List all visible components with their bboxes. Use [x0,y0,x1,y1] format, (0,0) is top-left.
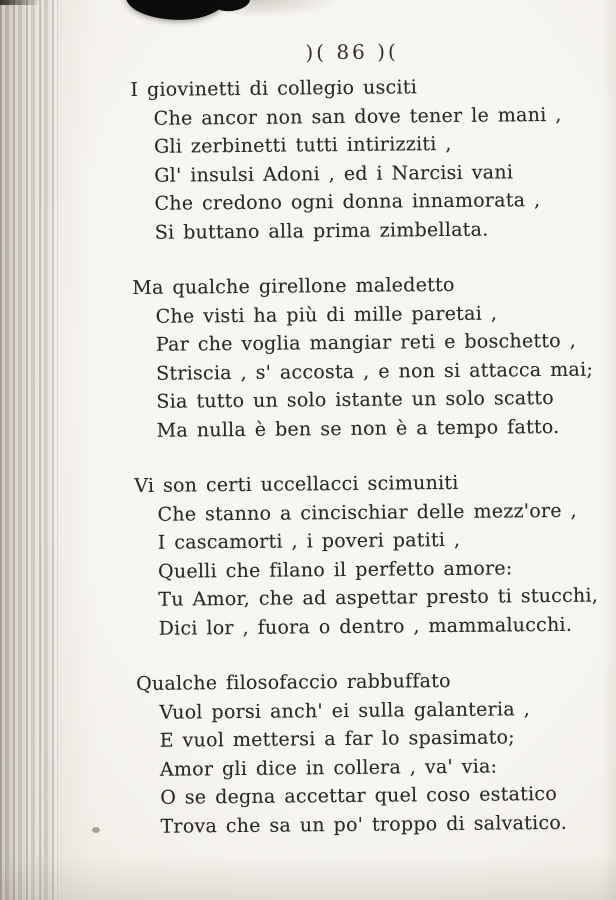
poem-line: Si buttano alla prima zimbellata. [154,218,489,244]
poem-line: Gl' insulsi Adoni , ed i Narcisi vani [154,160,514,187]
stanza-3 [134,468,599,643]
stanza-2 [132,270,594,445]
poem-line: Vuol porsi anch' ei sulla galanteria , [159,697,531,724]
poem-line: E vuol mettersi a far lo spasimato; [159,726,516,752]
poem-line: Dici lor , fuora o dentro , mammalucchi. [158,613,573,640]
poem-line: Striscia , s' accosta , e non si attacca mai; [156,358,594,385]
poem-line: Ma nulla è ben se non è a tempo fatto. [156,415,560,442]
poem-line: Che ancor non san dove tener le mani , [153,103,562,130]
poem-line: Sia tutto un solo istante un solo scatto [156,386,555,413]
page-number: )( 86 )( [305,39,399,65]
poem-line: Qualche filosofaccio rabbuffato [136,669,451,695]
poem-line: I giovinetti di collegio usciti [130,76,418,101]
scan-speck [92,827,100,833]
poem-line: Amor gli dice in collera , va' via: [159,755,498,781]
poem-line: O se degna accettar quel coso estatico [160,782,558,809]
page-right-shade [602,0,616,900]
poem-line: Che visti ha più di mille paretai , [155,301,498,328]
stanza-4 [136,666,582,841]
stanza-1 [130,72,576,247]
poem-line: Trova che sa un po' troppo di salvatico. [160,811,568,838]
poem-line: Vi son certi uccellacci scimuniti [134,471,459,497]
poem-line: Ma qualche girellone maledetto [132,273,455,299]
poem-line: Par che voglia mangiar reti e boschetto , [155,329,577,356]
poem-text-block [130,38,599,868]
poem-line: I cascamorti , i poveri patiti , [157,528,461,554]
poem-line: Gli zerbinetti tutti intirizziti , [153,132,452,158]
book-binding-soft-shadow [40,0,95,900]
poem-line: Che credono ogni donna innamorata , [154,189,541,215]
poem-line: Che stanno a cincischiar delle mezz'ore , [157,499,577,526]
poem-line: Quelli che filano il perfetto amore: [157,556,513,583]
scan-corner-artifact [0,0,40,5]
poem-line: Tu Amor, che ad aspettar presto ti stucchi, [158,584,599,611]
